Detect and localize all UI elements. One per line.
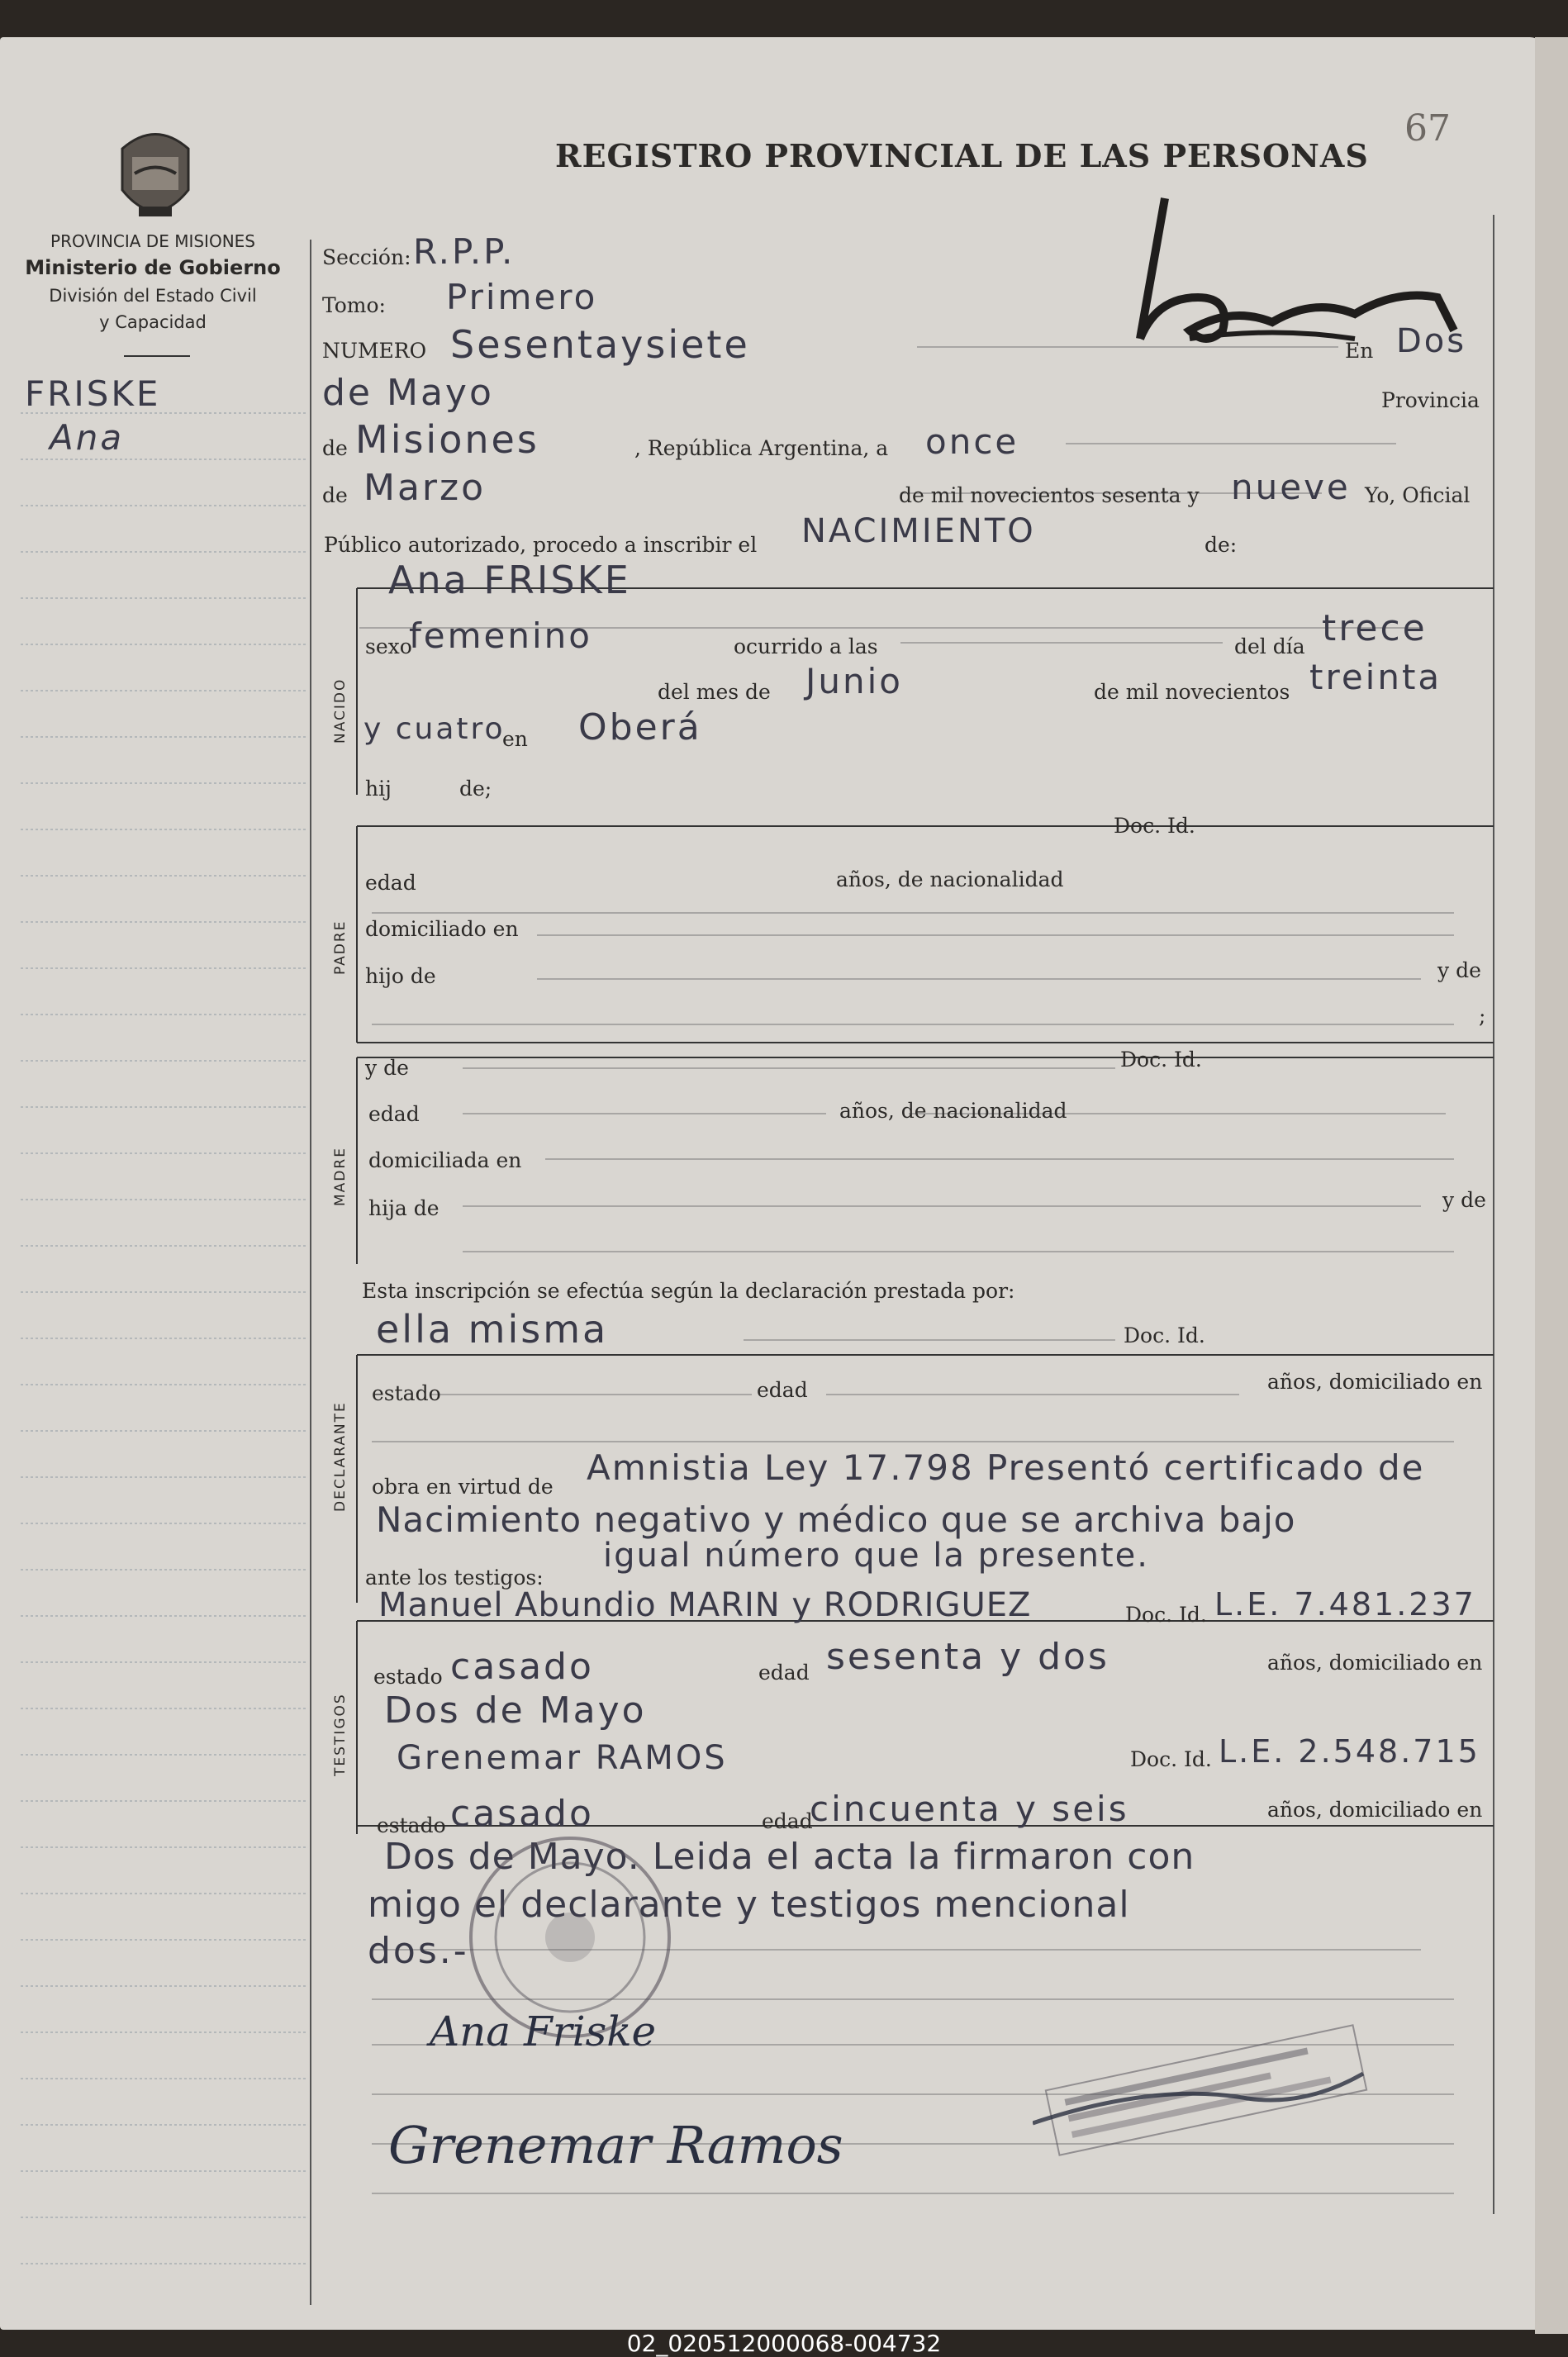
hw-tomo: Primero: [446, 277, 598, 317]
province-label: PROVINCIA DE MISIONES: [50, 231, 255, 251]
label-seccion: Sección:: [322, 245, 411, 269]
side-testigos: TESTIGOS: [332, 1693, 349, 1776]
capacity-label: y Capacidad: [99, 312, 207, 332]
hw-anio: nueve: [1231, 467, 1351, 507]
hw-lugar-nac: Oberá: [578, 706, 702, 748]
label-obra: obra en virtud de: [372, 1475, 554, 1499]
signature-testigo: Grenemar Ramos: [388, 2115, 843, 2175]
label-y-de-2: y de: [1442, 1188, 1486, 1212]
label-ocurrido: ocurrido a las: [734, 634, 878, 658]
label-doc-id-5: Doc. Id.: [1130, 1747, 1212, 1771]
label-anos-nac-padre: años, de nacionalidad: [836, 867, 1064, 891]
side-madre: MADRE: [332, 1147, 349, 1206]
side-declarante: DECLARANTE: [332, 1401, 349, 1512]
hw-cierre-2: migo el declarante y testigos mencional: [368, 1884, 1130, 1926]
hw-declarante: ella misma: [376, 1307, 609, 1352]
surname-hw: FRISKE: [25, 373, 161, 414]
label-semicolon: ;: [1479, 1004, 1486, 1028]
hw-testigo1-doc: L.E. 7.481.237: [1214, 1586, 1476, 1623]
label-estado-t2: estado: [377, 1813, 446, 1837]
label-de-semi: de;: [459, 777, 492, 801]
hw-acto: NACIMIENTO: [801, 512, 1036, 550]
signature-declarante: Ana Friske: [430, 2008, 657, 2055]
hw-cierre-3: dos.-: [368, 1930, 469, 1972]
label-mil-nov: de mil novecientos: [1094, 680, 1290, 704]
hw-testigo1-dom: Dos de Mayo: [384, 1689, 647, 1732]
label-hij: hij: [365, 777, 392, 801]
label-domiciliada: domiciliada en: [368, 1148, 522, 1172]
label-yo-oficial: Yo, Oficial: [1365, 483, 1471, 507]
label-estado-t1: estado: [373, 1665, 443, 1689]
label-edad-dec: edad: [757, 1378, 808, 1402]
label-del-dia: del día: [1234, 634, 1305, 658]
hw-obra-3: igual número que la presente.: [603, 1537, 1150, 1575]
side-nacido: NACIDO: [332, 677, 349, 744]
label-anos-dom-dec: años, domiciliado en: [1267, 1370, 1483, 1394]
label-domiciliado-padre: domiciliado en: [365, 917, 519, 941]
label-estado-dec: estado: [372, 1381, 441, 1405]
hw-testigo1-estado: casado: [450, 1646, 594, 1688]
hw-mes-nac: Junio: [805, 661, 903, 701]
page-title: REGISTRO PROVINCIAL DE LAS PERSONAS: [555, 137, 1369, 174]
division-label: División del Estado Civil: [49, 286, 257, 306]
label-en: En: [1345, 339, 1374, 363]
given-name-hw: Ana: [50, 417, 125, 458]
hw-dia: once: [925, 421, 1019, 462]
label-republica: , República Argentina, a: [634, 436, 889, 460]
hw-testigo2: Grenemar RAMOS: [397, 1739, 728, 1777]
coat-of-arms-icon: [106, 124, 205, 231]
label-edad-t2: edad: [762, 1809, 813, 1833]
label-de-1: de: [322, 436, 348, 460]
label-doc-id-2: Doc. Id.: [1120, 1048, 1202, 1072]
divider: [124, 355, 190, 357]
label-ante-testigos: ante los testigos:: [365, 1566, 544, 1590]
ministry-label: Ministerio de Gobierno: [25, 256, 281, 279]
label-de-2: de: [322, 483, 348, 507]
hw-testigo2-doc: L.E. 2.548.715: [1219, 1733, 1480, 1770]
label-edad-madre: edad: [368, 1102, 420, 1126]
hw-testigo2-estado: casado: [450, 1793, 594, 1835]
label-y-de-madre: y de: [365, 1056, 409, 1080]
label-tomo: Tomo:: [322, 293, 386, 317]
label-de-mil: de mil novecientos sesenta y: [899, 483, 1200, 507]
hw-testigo1: Manuel Abundio MARIN y RODRIGUEZ: [378, 1586, 1032, 1624]
label-provincia: Provincia: [1381, 388, 1480, 412]
hw-en: Dos: [1396, 322, 1467, 360]
label-anos-dom-t2: años, domiciliado en: [1267, 1798, 1483, 1822]
label-del-mes: del mes de: [658, 680, 771, 704]
label-edad-t1: edad: [758, 1661, 810, 1685]
label-hija-de: hija de: [368, 1196, 440, 1220]
label-y-de-1: y de: [1437, 958, 1481, 982]
label-publico: Público autorizado, procedo a inscribir el: [324, 533, 758, 557]
label-doc-id-3: Doc. Id.: [1124, 1323, 1205, 1347]
label-sexo: sexo: [365, 634, 412, 658]
label-anos-dom-t1: años, domiciliado en: [1267, 1651, 1483, 1675]
hw-anio-nac-1: treinta: [1309, 657, 1442, 697]
side-padre: PADRE: [332, 920, 349, 975]
label-edad-padre: edad: [365, 871, 416, 895]
label-de-colon: de:: [1205, 533, 1238, 557]
footer-code: 02_020512000068-004732: [626, 2330, 942, 2357]
hw-ciudad: de Mayo: [322, 372, 494, 414]
hw-sexo: femenino: [409, 615, 592, 656]
hw-numero: Sesentaysiete: [450, 322, 750, 367]
label-numero: NUMERO: [322, 339, 427, 363]
hw-seccion: R.P.P.: [413, 231, 516, 272]
hw-obra-2: Nacimiento negativo y médico que se archiva bajo: [376, 1499, 1296, 1540]
hw-nombre: Ana FRISKE: [388, 558, 631, 602]
label-en-lower: en: [502, 727, 528, 751]
hw-testigo2-edad: cincuenta y seis: [810, 1789, 1129, 1829]
label-esta-inscripcion: Esta inscripción se efectúa según la declaración prestada por:: [362, 1279, 1015, 1303]
hw-dia-nac: trece: [1322, 607, 1428, 649]
label-doc-id-1: Doc. Id.: [1114, 814, 1195, 838]
hw-cierre-1: Dos de Mayo. Leida el acta la firmaron con: [384, 1836, 1195, 1878]
hw-mes: Marzo: [363, 467, 487, 509]
rectangular-stamp: [1033, 2024, 1380, 2156]
hw-testigo1-edad: sesenta y dos: [826, 1636, 1109, 1678]
page-number: 67: [1404, 107, 1451, 150]
label-hijo-de: hijo de: [365, 964, 436, 988]
hw-obra-1: Amnistia Ley 17.798 Presentó certificado de: [587, 1447, 1425, 1488]
hw-provincia: Misiones: [355, 417, 539, 462]
label-anos-nac-madre: años, de nacionalidad: [839, 1099, 1067, 1123]
hw-anio-nac-2: y cuatro: [363, 712, 506, 746]
label-doc-id-4: Doc. Id.: [1125, 1603, 1207, 1627]
